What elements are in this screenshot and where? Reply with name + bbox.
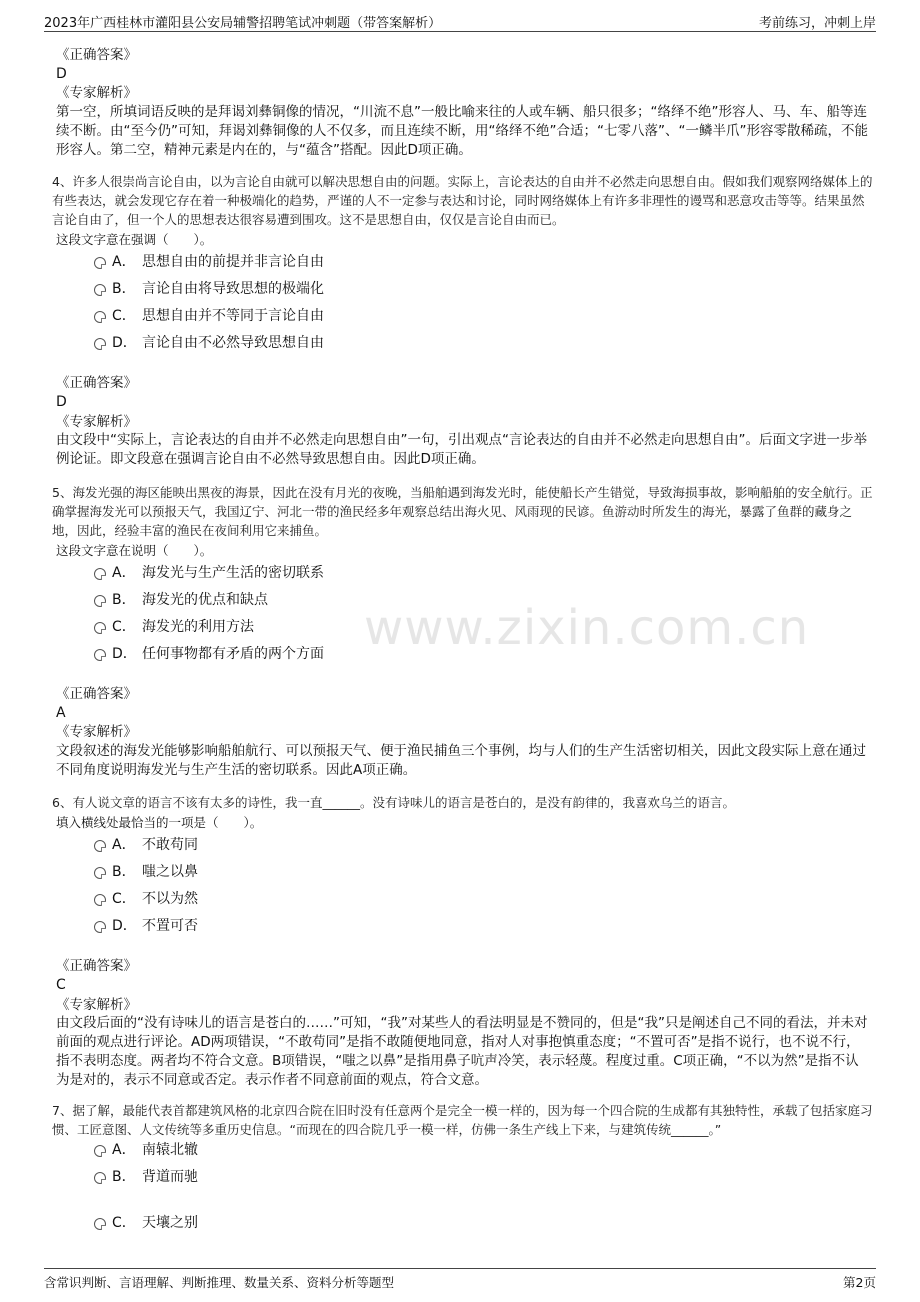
radio-icon[interactable] bbox=[94, 622, 106, 634]
question-stem: 6、有人说文章的语言不该有太多的诗性，我一直______。没有诗味儿的语言是苍白的，是没有韵律的，我喜欢乌兰的语言。 bbox=[52, 795, 735, 810]
answer-value: D bbox=[56, 394, 67, 410]
question-stem: 4、许多人很崇尚言论自由，以为言论自由就可以解决思想自由的问题。实际上，言论表达的自由并不必然走向思想自由。假如我们观察网络媒体上的有些表达，就会发现它存在着一种极端化的趋势，严谨的人不一定参与表达和讨论，同时网络媒体上有许多非理性的谩骂和恶意攻击等等。结果虽然言论自由了，但一个人的思想表达很容易遭到围攻。这不是思想自由，仅仅是言论自由而已。 bbox=[52, 174, 873, 227]
header-slogan: 考前练习，冲刺上岸 bbox=[758, 16, 876, 31]
radio-icon[interactable] bbox=[94, 1145, 106, 1157]
correct-answer-label: 《正确答案》 bbox=[56, 686, 137, 702]
correct-answer-label: 《正确答案》 bbox=[56, 958, 137, 974]
option-c[interactable]: C． 不以为然 bbox=[94, 888, 198, 910]
radio-icon[interactable] bbox=[94, 595, 106, 607]
option-b[interactable]: B． 海发光的优点和缺点 bbox=[94, 589, 268, 611]
expert-analysis-label: 《专家解析》 bbox=[56, 414, 137, 430]
expert-analysis-label: 《专家解析》 bbox=[56, 724, 137, 740]
option-b[interactable]: B． 嗤之以鼻 bbox=[94, 861, 198, 883]
option-c[interactable]: C． 天壤之别 bbox=[94, 1212, 198, 1234]
answer-value: C bbox=[56, 977, 66, 993]
analysis-text: 第一空，所填词语反映的是拜谒刘彝铜像的情况，“川流不息”一般比喻来往的人或车辆、船只很多；“络绎不绝”形容人、马、车、船等连续不断。由“至今仍”可知，拜谒刘彝铜像的人不仅多，而且连续不断，用“络绎不绝”合适；“七零八落”、“一鳞半爪”形容零散稀疏，不能形容人。第二空，精神元素是内在的，与“蕴含”搭配。因此D项正确。 bbox=[56, 104, 868, 158]
radio-icon[interactable] bbox=[94, 840, 106, 852]
radio-icon[interactable] bbox=[94, 568, 106, 580]
correct-answer-label: 《正确答案》 bbox=[56, 47, 137, 63]
page-footer bbox=[44, 1268, 876, 1292]
option-b[interactable]: B． 背道而驰 bbox=[94, 1166, 198, 1188]
watermark: www.zixin.com.cn bbox=[364, 600, 810, 656]
question-prompt: 这段文字意在说明（ ）。 bbox=[56, 543, 213, 558]
radio-icon[interactable] bbox=[94, 338, 106, 350]
answer-value: D bbox=[56, 66, 67, 82]
analysis-text: 由文段中“实际上，言论表达的自由并不必然走向思想自由”一句，引出观点“言论表达的自由并不必然走向思想自由”。后面文字进一步举例论证。即文段意在强调言论自由不必然导致思想自由。因此D项正确。 bbox=[56, 432, 867, 467]
radio-icon[interactable] bbox=[94, 894, 106, 906]
radio-icon[interactable] bbox=[94, 921, 106, 933]
radio-icon[interactable] bbox=[94, 257, 106, 269]
question-prompt: 填入横线处最恰当的一项是（ ）。 bbox=[56, 815, 263, 830]
page-number: 第2页 bbox=[843, 1275, 876, 1290]
option-b[interactable]: B． 言论自由将导致思想的极端化 bbox=[94, 278, 324, 300]
correct-answer-label: 《正确答案》 bbox=[56, 375, 137, 391]
question-stem: 7、据了解，最能代表首都建筑风格的北京四合院在旧时没有任意两个是完全一模一样的，因为每一个四合院的生成都有其独特性，承载了包括家庭习惯、工匠意图、人文传统等多重历史信息。“而现在的四合院几乎一模一样，仿佛一条生产线上下来，与建筑传统______。” bbox=[52, 1103, 873, 1137]
question-prompt: 这段文字意在强调（ ）。 bbox=[56, 232, 213, 247]
option-d[interactable]: D． 不置可否 bbox=[94, 915, 198, 937]
analysis-text: 由文段后面的“没有诗味儿的语言是苍白的……”可知，“我”对某些人的看法明显是不赞同的，但是“我”只是阐述自己不同的看法，并未对前面的观点进行评论。AD两项错误，“不敢苟同”是指不敢随便地同意，指对人对事抱慎重态度；“不置可否”是指不说行，也不说不行，指不表明态度。两者均不符合文意。B项错误，“嗤之以鼻”是指用鼻子吭声冷笑，表示轻蔑。程度过重。C项正确，“不以为然”是指不认为是对的，表示不同意或否定。表示作者不同意前面的观点，符合文意。 bbox=[56, 1015, 868, 1088]
radio-icon[interactable] bbox=[94, 867, 106, 879]
page-header bbox=[44, 10, 876, 32]
option-d[interactable]: D． 言论自由不必然导致思想自由 bbox=[94, 332, 324, 354]
footer-topics: 含常识判断、言语理解、判断推理、数量关系、资料分析等题型 bbox=[44, 1275, 395, 1290]
question-stem: 5、海发光强的海区能映出黑夜的海景，因此在没有月光的夜晚，当船舶遇到海发光时，能使船长产生错觉，导致海损事故，影响船舶的安全航行。正确掌握海发光可以预报天气，我国辽宁、河北一带的渔民经多年观察总结出海火见、风雨现的民谚。鱼游动时所发生的海光，暴露了鱼群的藏身之地，因此，经验丰富的渔民在夜间利用它来捕鱼。 bbox=[52, 485, 873, 538]
radio-icon[interactable] bbox=[94, 284, 106, 296]
answer-value: A bbox=[56, 705, 66, 721]
option-a[interactable]: A． 海发光与生产生活的密切联系 bbox=[94, 562, 324, 584]
option-c[interactable]: C． 思想自由并不等同于言论自由 bbox=[94, 305, 324, 327]
document-title: 2023年广西桂林市灌阳县公安局辅警招聘笔试冲刺题（带答案解析） bbox=[44, 16, 442, 31]
radio-icon[interactable] bbox=[94, 311, 106, 323]
option-a[interactable]: A． 思想自由的前提并非言论自由 bbox=[94, 251, 324, 273]
option-a[interactable]: A． 不敢苟同 bbox=[94, 834, 198, 856]
option-d[interactable]: D． 任何事物都有矛盾的两个方面 bbox=[94, 643, 324, 665]
radio-icon[interactable] bbox=[94, 1218, 106, 1230]
option-c[interactable]: C． 海发光的利用方法 bbox=[94, 616, 254, 638]
expert-analysis-label: 《专家解析》 bbox=[56, 85, 137, 101]
radio-icon[interactable] bbox=[94, 649, 106, 661]
radio-icon[interactable] bbox=[94, 1172, 106, 1184]
analysis-text: 文段叙述的海发光能够影响船舶航行、可以预报天气、便于渔民捕鱼三个事例，均与人们的生产生活密切相关，因此文段实际上意在通过不同角度说明海发光与生产生活的密切联系。因此A项正确。 bbox=[56, 743, 866, 778]
option-a[interactable]: A． 南辕北辙 bbox=[94, 1139, 198, 1161]
expert-analysis-label: 《专家解析》 bbox=[56, 997, 137, 1013]
